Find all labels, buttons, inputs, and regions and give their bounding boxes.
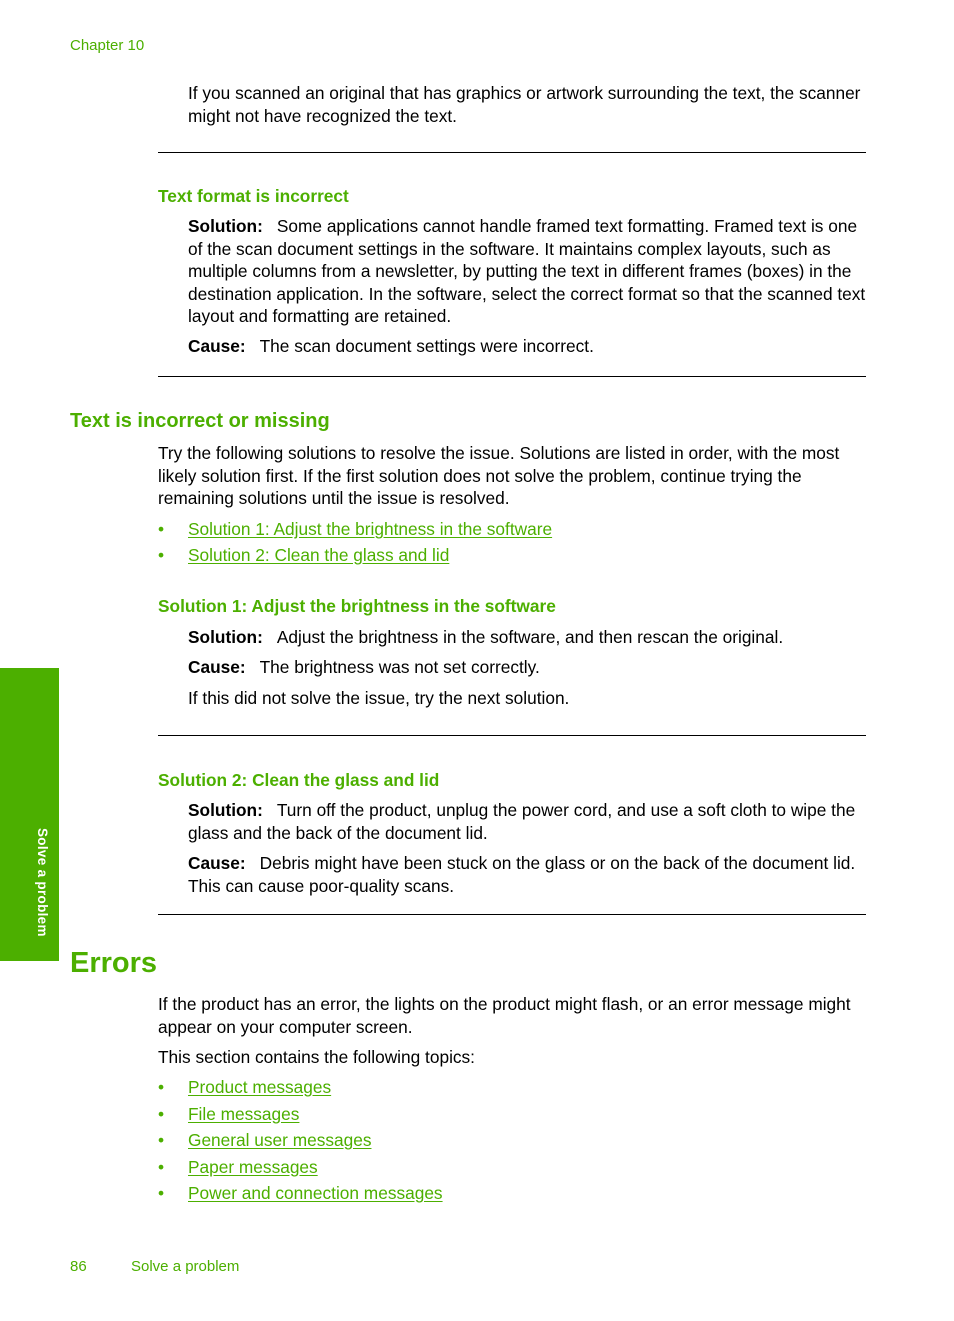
- section-heading-solution-1: Solution 1: Adjust the brightness in the software: [158, 596, 556, 616]
- errors-intro: If the product has an error, the lights on the product might flash, or an error message might appear on your computer screen.: [158, 994, 851, 1037]
- list-item: [158, 544, 858, 566]
- section-heading-solution-2: Solution 2: Clean the glass and lid: [158, 770, 440, 790]
- cause-label: Cause:: [188, 657, 246, 677]
- text-format-solution: [188, 215, 868, 328]
- divider: [158, 152, 866, 153]
- footer-section: Solve a problem: [131, 1258, 240, 1275]
- missing-intro: Try the following solutions to resolve the issue. Solutions are listed in order, with the most likely solution first. If the first solution does not solve the problem, continue trying the remaining solutions until the issue is resolved.: [158, 443, 840, 509]
- link-solution-1[interactable]: Solution 1: Adjust the brightness in the software: [188, 519, 553, 539]
- bullet: •: [158, 1183, 165, 1203]
- link-solution-2[interactable]: Solution 2: Clean the glass and lid: [188, 545, 450, 565]
- intro-paragraph: If you scanned an original that has graphics or artwork surrounding the text, the scanner might not have recognized the text.: [188, 83, 861, 126]
- bullet: •: [158, 1130, 165, 1150]
- bullet: •: [158, 1077, 165, 1097]
- list-item: [158, 1076, 858, 1098]
- solution-label: Solution:: [188, 627, 263, 647]
- cause-text: The scan document settings were incorrect.: [259, 336, 594, 356]
- solution-text: Some applications cannot handle framed text formatting. Framed text is one of the scan document settings in the software. It maintains complex layouts, such as multiple columns from a newsletter, by putting the text in different frames (boxes) in the destination application. In the software, select the correct format so that the scanned text layout and formatting are retained.: [188, 216, 866, 327]
- side-tab-label: Solve a problem: [35, 828, 50, 937]
- bullet: •: [158, 1103, 165, 1124]
- bullet: •: [158, 519, 165, 539]
- errors-topic-list: [158, 1076, 858, 1204]
- section-heading-text-format: Text format is incorrect: [158, 186, 349, 206]
- divider: [158, 914, 866, 915]
- solution-text: Turn off the product, unplug the power cord, and use a soft cloth to wipe the glass and the back of the document lid.: [188, 800, 856, 843]
- cause-text: The brightness was not set correctly.: [259, 657, 540, 677]
- divider: [158, 735, 866, 736]
- page-number: 86: [70, 1258, 87, 1275]
- bullet: •: [158, 545, 165, 565]
- solution-text: Adjust the brightness in the software, and then rescan the original.: [276, 627, 784, 647]
- link-product-messages[interactable]: Product messages: [188, 1077, 332, 1097]
- divider: [158, 376, 866, 377]
- link-paper-messages[interactable]: Paper messages: [188, 1156, 318, 1177]
- errors-topics-intro: This section contains the following topics:: [158, 1047, 475, 1067]
- cause-label: Cause:: [188, 853, 246, 873]
- section-heading-text-missing: Text is incorrect or missing: [70, 410, 330, 432]
- list-item: [158, 1103, 858, 1125]
- page-title-errors: Errors: [70, 947, 158, 979]
- link-power-connection-messages[interactable]: Power and connection messages: [188, 1183, 443, 1203]
- solution-1-cause: [188, 656, 868, 679]
- cause-label: Cause:: [188, 336, 246, 356]
- chapter-header: Chapter 10: [70, 37, 145, 54]
- link-file-messages[interactable]: File messages: [188, 1103, 300, 1124]
- solution-2-cause: [188, 852, 868, 897]
- side-tab: [0, 668, 59, 961]
- list-item: [158, 1129, 858, 1151]
- link-general-user-messages[interactable]: General user messages: [188, 1130, 372, 1150]
- list-item: [158, 1182, 858, 1204]
- solution-1-note: If this did not solve the issue, try the next solution.: [188, 688, 570, 708]
- text-format-cause: [188, 335, 868, 358]
- solution-1-solution: [188, 626, 868, 649]
- list-item: [158, 518, 858, 540]
- solution-label: Solution:: [188, 800, 263, 820]
- missing-solution-list: [158, 518, 858, 566]
- solution-label: Solution:: [188, 216, 263, 236]
- list-item: [158, 1156, 858, 1178]
- bullet: •: [158, 1156, 165, 1177]
- solution-2-solution: [188, 799, 868, 844]
- cause-text: Debris might have been stuck on the glass or on the back of the document lid. This can cause poor-quality scans.: [188, 853, 856, 896]
